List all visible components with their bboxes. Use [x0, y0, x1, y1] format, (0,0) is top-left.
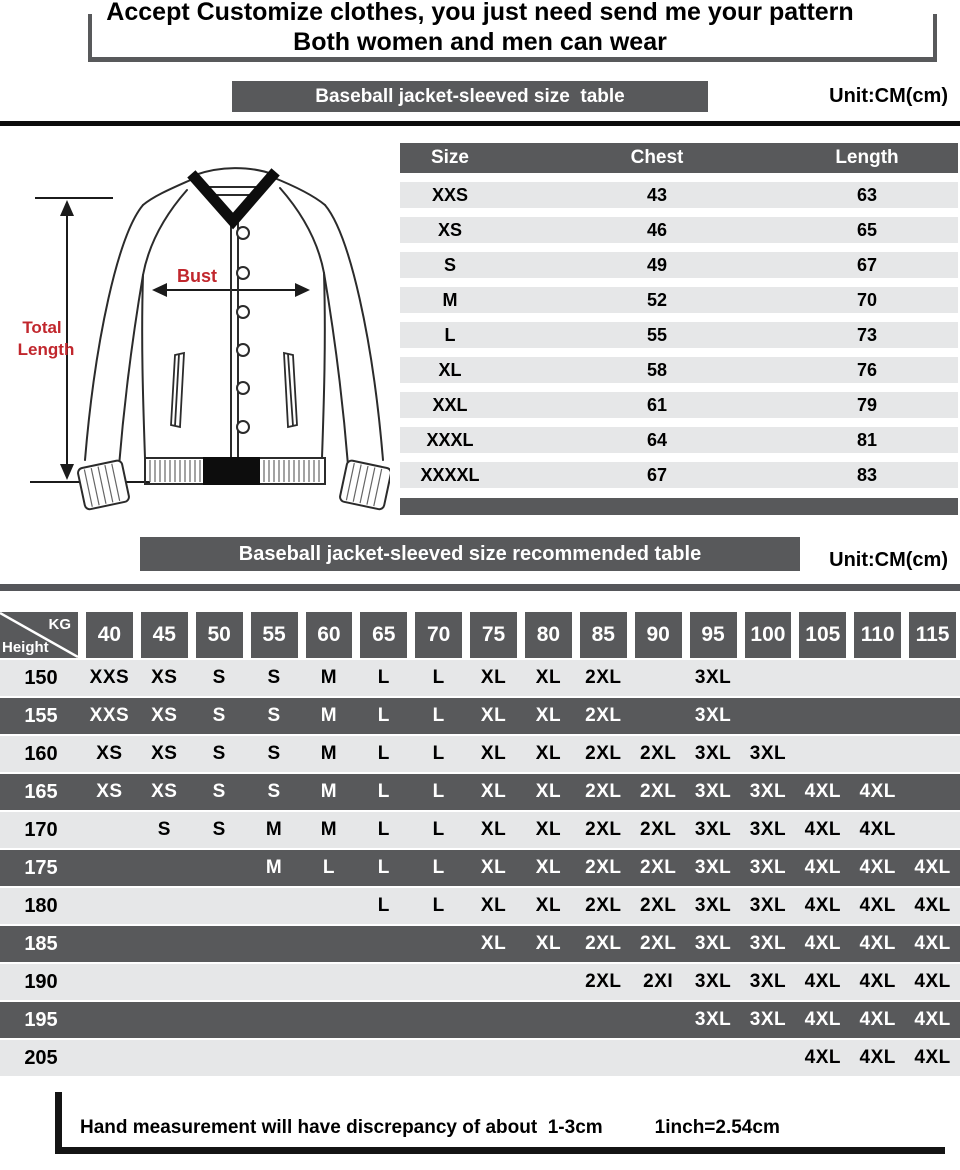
matrix-size-cell: L: [377, 781, 390, 802]
weight-header-cell: 110: [854, 612, 901, 658]
total-length-label-line2: Length: [17, 340, 75, 359]
matrix-size-cell: XL: [480, 895, 507, 916]
matrix-row: [0, 812, 960, 848]
inch-conversion-note: 1inch=2.54cm: [654, 1117, 780, 1138]
divider-top: [0, 121, 960, 126]
chest-cell: 58: [646, 359, 668, 380]
matrix-size-cell: XL: [535, 933, 562, 954]
weight-header-cell: 40: [86, 612, 133, 658]
size-table-header: [400, 143, 958, 173]
weight-header-cell: 55: [251, 612, 298, 658]
unit-label-2: Unit:CM(cm): [829, 549, 948, 571]
matrix-size-cell: 4XL: [804, 933, 841, 954]
weight-header-cell: 95: [690, 612, 737, 658]
size-table-row: [400, 182, 958, 208]
size-cell: M: [442, 289, 458, 310]
matrix-size-cell: XL: [480, 743, 507, 764]
matrix-size-cell: XL: [535, 819, 562, 840]
matrix-size-cell: M: [320, 819, 338, 840]
matrix-header-row: [0, 612, 960, 658]
matrix-row: [0, 1040, 960, 1076]
matrix-size-cell: L: [432, 743, 445, 764]
matrix-size-cell: XS: [151, 667, 178, 688]
length-cell: 63: [856, 184, 878, 205]
size-table-row: [400, 392, 958, 418]
height-label: 185: [24, 932, 58, 955]
unit-label-1: Unit:CM(cm): [829, 85, 948, 107]
matrix-size-cell: XXS: [89, 667, 130, 688]
matrix-size-cell: XL: [480, 933, 507, 954]
right-cuff: [339, 460, 390, 510]
matrix-size-cell: L: [432, 705, 445, 726]
matrix-size-cell: XS: [151, 781, 178, 802]
matrix-size-cell: 4XL: [859, 857, 896, 878]
matrix-row: [0, 698, 960, 734]
matrix-size-cell: 3XL: [694, 781, 732, 802]
length-cell: 81: [856, 429, 878, 450]
matrix-size-cell: 3XL: [749, 743, 787, 764]
matrix-size-cell: 4XL: [859, 819, 896, 840]
size-table-row: [400, 252, 958, 278]
weight-header-cell: 105: [799, 612, 846, 658]
matrix-size-cell: 2XL: [640, 743, 677, 764]
matrix-size-cell: 4XL: [914, 1047, 951, 1068]
divider-middle: [0, 584, 960, 591]
chest-cell: 43: [646, 184, 668, 205]
matrix-size-cell: 2XL: [640, 781, 677, 802]
matrix-size-cell: 4XL: [859, 895, 896, 916]
size-table-row: [400, 462, 958, 488]
matrix-size-cell: 4XL: [914, 1009, 951, 1030]
matrix-size-cell: 2XL: [585, 781, 622, 802]
matrix-size-cell: S: [212, 819, 226, 840]
left-cuff: [77, 460, 130, 510]
matrix-size-cell: 4XL: [914, 971, 951, 992]
matrix-size-cell: 4XL: [859, 781, 896, 802]
weight-header-cell: 45: [141, 612, 188, 658]
matrix-size-cell: 3XL: [694, 743, 732, 764]
matrix-size-cell: M: [320, 667, 338, 688]
size-cell: XL: [438, 359, 462, 380]
length-cell: 83: [856, 464, 878, 485]
chest-cell: 49: [646, 254, 668, 275]
size-cell: L: [444, 324, 456, 345]
weight-header-cell: 90: [635, 612, 682, 658]
matrix-size-cell: 4XL: [804, 1009, 841, 1030]
height-label: 170: [24, 818, 58, 841]
matrix-size-cell: L: [432, 781, 445, 802]
matrix-size-cell: 4XL: [804, 857, 841, 878]
page-title-line1: Accept Customize clothes, you just need send me your pattern: [106, 0, 854, 26]
matrix-size-cell: XL: [480, 667, 507, 688]
matrix-size-cell: XL: [535, 857, 562, 878]
weight-header-cell: 85: [580, 612, 627, 658]
matrix-size-cell: XL: [535, 667, 562, 688]
matrix-size-cell: M: [265, 819, 283, 840]
matrix-size-cell: 3XL: [749, 819, 787, 840]
matrix-size-cell: M: [320, 781, 338, 802]
matrix-size-cell: XL: [480, 705, 507, 726]
matrix-size-cell: 2XL: [585, 667, 622, 688]
length-cell: 65: [856, 219, 878, 240]
weight-header-cell: 50: [196, 612, 243, 658]
matrix-row: [0, 736, 960, 772]
chest-column-header: Chest: [630, 147, 684, 168]
chest-cell: 67: [646, 464, 668, 485]
matrix-size-cell: 3XL: [694, 895, 732, 916]
height-label: 190: [24, 970, 58, 993]
matrix-size-cell: L: [377, 743, 390, 764]
matrix-size-cell: XS: [151, 705, 178, 726]
length-cell: 76: [856, 359, 878, 380]
matrix-size-cell: 2XL: [640, 933, 677, 954]
matrix-size-cell: L: [377, 667, 390, 688]
size-table-row: [400, 287, 958, 313]
height-axis-label: Height: [2, 639, 49, 656]
chest-cell: 46: [646, 219, 668, 240]
matrix-size-cell: XL: [535, 705, 562, 726]
size-table-row: [400, 357, 958, 383]
matrix-size-cell: 3XL: [749, 857, 787, 878]
matrix-size-cell: 2XL: [585, 933, 622, 954]
size-cell: XXXXL: [420, 464, 480, 485]
size-cell: XS: [437, 219, 462, 240]
height-label: 180: [24, 894, 58, 917]
matrix-size-cell: 2XL: [640, 857, 677, 878]
matrix-size-cell: 4XL: [804, 895, 841, 916]
weight-header-cell: 65: [360, 612, 407, 658]
matrix-size-cell: XXS: [89, 705, 130, 726]
matrix-size-cell: L: [432, 667, 445, 688]
height-label: 150: [24, 666, 58, 689]
matrix-row: [0, 926, 960, 962]
matrix-size-cell: 3XL: [694, 705, 732, 726]
matrix-size-cell: 4XL: [914, 895, 951, 916]
jacket-diagram: [10, 135, 390, 525]
matrix-size-cell: 2XL: [585, 857, 622, 878]
pockets: [171, 353, 297, 427]
matrix-size-cell: 3XL: [694, 1009, 732, 1030]
matrix-size-cell: XL: [480, 781, 507, 802]
weight-header-cell: 60: [306, 612, 353, 658]
length-cell: 73: [856, 324, 878, 345]
matrix-size-cell: 4XL: [859, 971, 896, 992]
length-cell: 70: [856, 289, 878, 310]
recommended-table-title: Baseball jacket-sleeved size recommended table: [140, 537, 800, 571]
matrix-size-cell: S: [212, 781, 226, 802]
matrix-size-cell: 2XL: [585, 895, 622, 916]
matrix-size-cell: M: [265, 857, 283, 878]
matrix-size-cell: 2XL: [585, 705, 622, 726]
matrix-size-cell: S: [212, 705, 226, 726]
recommended-size-matrix: [0, 612, 960, 1076]
matrix-size-cell: XL: [480, 819, 507, 840]
chest-cell: 55: [646, 324, 668, 345]
matrix-size-cell: 2XL: [585, 971, 622, 992]
matrix-row: [0, 850, 960, 886]
matrix-row: [0, 660, 960, 696]
size-cell: XXXL: [426, 429, 474, 450]
collar-band: [195, 176, 272, 221]
height-label: 175: [24, 856, 58, 879]
size-table-title: Baseball jacket-sleeved size table: [232, 81, 708, 112]
matrix-size-cell: 4XL: [859, 1047, 896, 1068]
height-label: 195: [24, 1008, 58, 1031]
matrix-size-cell: 2XI: [643, 971, 674, 992]
matrix-size-cell: L: [377, 819, 390, 840]
matrix-body: [0, 660, 960, 1076]
matrix-size-cell: S: [212, 667, 226, 688]
matrix-size-cell: 3XL: [749, 971, 787, 992]
matrix-size-cell: S: [267, 667, 281, 688]
matrix-size-cell: 4XL: [804, 781, 841, 802]
size-table-body: [400, 182, 958, 488]
matrix-size-cell: 4XL: [914, 857, 951, 878]
matrix-size-cell: 3XL: [694, 857, 732, 878]
matrix-size-cell: L: [377, 895, 390, 916]
matrix-size-cell: XS: [96, 743, 123, 764]
matrix-size-cell: XS: [151, 743, 178, 764]
matrix-size-cell: 3XL: [694, 933, 732, 954]
length-cell: 67: [856, 254, 878, 275]
size-table-row: [400, 427, 958, 453]
matrix-size-cell: 4XL: [804, 971, 841, 992]
matrix-size-cell: 3XL: [749, 1009, 787, 1030]
measurement-note: Hand measurement will have discrepancy of about 1-3cm: [80, 1117, 603, 1138]
chest-cell: 52: [646, 289, 668, 310]
matrix-size-cell: M: [320, 705, 338, 726]
matrix-size-cell: 3XL: [694, 819, 732, 840]
kg-label: KG: [48, 616, 71, 633]
matrix-size-cell: 4XL: [859, 933, 896, 954]
weight-header-cell: 75: [470, 612, 517, 658]
length-cell: 79: [856, 394, 878, 415]
matrix-size-cell: S: [267, 705, 281, 726]
matrix-size-cell: L: [377, 857, 390, 878]
matrix-row: [0, 964, 960, 1000]
matrix-size-cell: M: [320, 743, 338, 764]
size-table-row: [400, 217, 958, 243]
weight-header-cell: 100: [745, 612, 792, 658]
matrix-size-cell: XS: [96, 781, 123, 802]
size-cell: S: [443, 254, 456, 275]
matrix-size-cell: 4XL: [804, 819, 841, 840]
matrix-size-cell: L: [432, 819, 445, 840]
weight-header-cell: 80: [525, 612, 572, 658]
matrix-size-cell: XL: [480, 857, 507, 878]
matrix-size-cell: S: [267, 781, 281, 802]
matrix-size-cell: XL: [535, 743, 562, 764]
size-table-row: [400, 322, 958, 348]
matrix-size-cell: 3XL: [749, 781, 787, 802]
matrix-size-cell: 4XL: [914, 933, 951, 954]
footer-note-box: [55, 1092, 945, 1154]
page-title: [0, 0, 960, 57]
matrix-size-cell: 2XL: [640, 895, 677, 916]
matrix-size-cell: L: [322, 857, 335, 878]
height-label: 160: [24, 742, 58, 765]
total-length-label-line1: Total: [22, 318, 62, 337]
matrix-size-cell: L: [432, 895, 445, 916]
matrix-size-cell: 2XL: [640, 819, 677, 840]
matrix-size-cell: 2XL: [585, 819, 622, 840]
arrow-heads: [60, 200, 310, 480]
size-table: [400, 143, 958, 515]
size-cell: XXL: [432, 394, 468, 415]
matrix-size-cell: 2XL: [585, 743, 622, 764]
matrix-size-cell: 3XL: [694, 667, 732, 688]
hem-black-patch: [203, 457, 260, 485]
size-cell: XXS: [431, 184, 469, 205]
weight-header-cell: 115: [909, 612, 956, 658]
matrix-size-cell: 3XL: [749, 933, 787, 954]
matrix-row: [0, 888, 960, 924]
height-label: 155: [24, 704, 58, 727]
matrix-size-cell: S: [212, 743, 226, 764]
chest-cell: 61: [646, 394, 668, 415]
height-label: 165: [24, 780, 58, 803]
page-title-line2: Both women and men can wear: [293, 28, 667, 56]
matrix-size-cell: 3XL: [694, 971, 732, 992]
size-column-header: Size: [430, 147, 470, 168]
chest-cell: 64: [646, 429, 668, 450]
matrix-size-cell: S: [157, 819, 171, 840]
matrix-size-cell: XL: [535, 895, 562, 916]
matrix-size-cell: 4XL: [859, 1009, 896, 1030]
matrix-size-cell: L: [432, 857, 445, 878]
length-column-header: Length: [835, 147, 899, 168]
matrix-size-cell: S: [267, 743, 281, 764]
matrix-size-cell: 3XL: [749, 895, 787, 916]
matrix-size-cell: XL: [535, 781, 562, 802]
matrix-corner-cell: [0, 612, 78, 658]
matrix-size-cell: 4XL: [804, 1047, 841, 1068]
size-table-footer-bar: [400, 498, 958, 515]
height-label: 205: [24, 1046, 58, 1069]
matrix-size-cell: L: [377, 705, 390, 726]
matrix-row: [0, 1002, 960, 1038]
matrix-row: [0, 774, 960, 810]
weight-header-cell: 70: [415, 612, 462, 658]
bust-label: Bust: [177, 266, 217, 286]
